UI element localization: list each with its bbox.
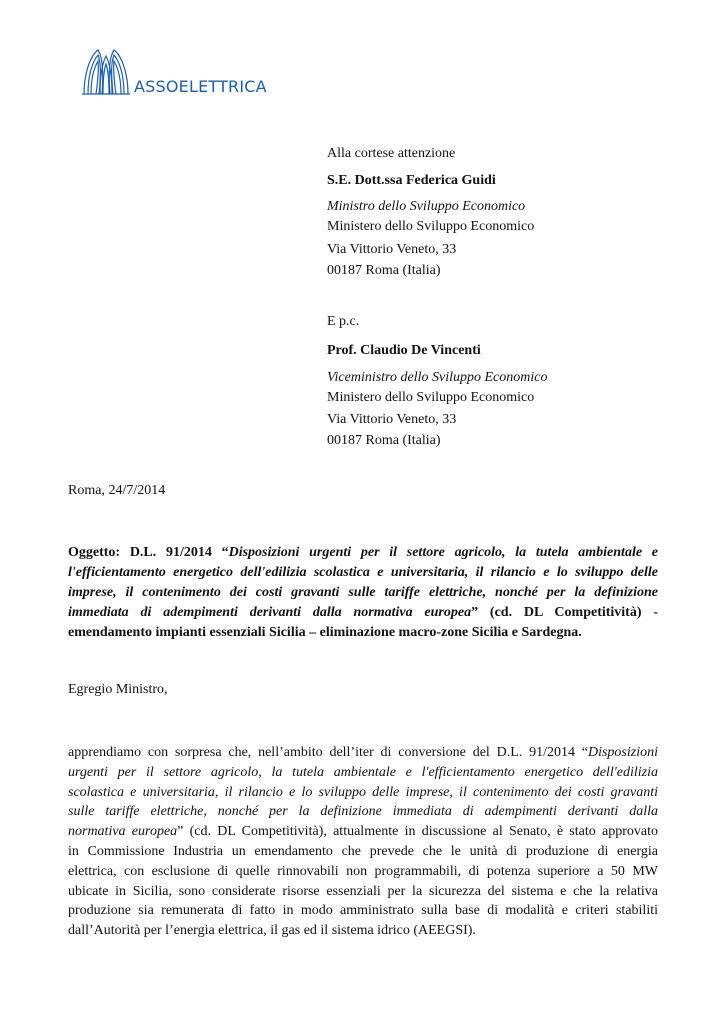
organization-name: ASSOELETTRICA (134, 77, 267, 96)
cc-recipient-name: Prof. Claudio De Vincenti (327, 343, 481, 358)
cc-recipient-street: Via Vittorio Veneto, 33 (327, 412, 457, 427)
body-paragraph (68, 743, 658, 941)
body-line: urgenti per il settore agricolo, la tutela ambientale e l'efficientamento energetico dell'edilizia (68, 764, 658, 780)
body-line: normativa europea” (cd. DL Competitività), attualmente in discussione al Senato, è stato approvato (68, 824, 658, 840)
body-line: dall’Autorità per l’energia elettrica, il gas ed il sistema idrico (AEEGSI). (68, 923, 476, 939)
subject-line: immediata di adempimenti derivanti dalla normativa europea” (cd. DL Competitività) - (68, 605, 659, 620)
recipient-street: Via Vittorio Veneto, 33 (327, 242, 457, 257)
body-line: elettrica, con esclusione di quelle rinnovabili non programmabili, di potenza superiore a 50 MW (68, 863, 658, 879)
recipient-role: Ministro dello Sviluppo Economico (327, 199, 526, 214)
recipient-office: Ministero dello Sviluppo Economico (327, 219, 535, 234)
letter-date: Roma, 24/7/2014 (68, 483, 166, 498)
cc-recipient-city: 00187 Roma (Italia) (327, 433, 441, 448)
salutation: Egregio Ministro, (68, 682, 168, 697)
recipient-city: 00187 Roma (Italia) (327, 263, 441, 278)
body-line: in Commissione Industria un emendamento che prevede che le unità di produzione di energia (68, 843, 658, 859)
body-line: scolastica e universitaria, il rilancio e lo sviluppo delle imprese, il contenimento dei costi gravanti (68, 784, 658, 800)
cc-recipient-office: Ministero dello Sviluppo Economico (327, 390, 535, 405)
subject-line: emendamento impianti essenziali Sicilia – eliminazione macro-zone Sicilia e Sardegna. (68, 625, 582, 640)
body-line: sulle tariffe elettriche, nonché per la definizione immediata di adempimenti derivanti dalla (68, 804, 658, 820)
subject-line: imprese, il contenimento dei costi gravanti sulle tariffe elettriche, nonché per la definizione (68, 585, 658, 600)
subject-line: Oggetto: D.L. 91/2014 “Disposizioni urgenti per il settore agricolo, la tutela ambientale e (68, 545, 658, 560)
recipient-name: S.E. Dott.ssa Federica Guidi (327, 173, 496, 188)
body-line: apprendiamo con sorpresa che, nell’ambito dell’iter di conversione del D.L. 91/2014 “Disposizioni (68, 745, 658, 760)
body-line: ubicate in Sicilia, sono considerate risorse essenziali per la sicurezza del sistema e che la relativa (68, 883, 658, 899)
attention-line: Alla cortese attenzione (327, 146, 456, 161)
letter-subject (68, 543, 658, 643)
assoelettrica-logo-icon (80, 44, 132, 96)
cc-recipient-role: Viceministro dello Sviluppo Economico (327, 370, 548, 385)
body-line: produzione sia remunerata di fatto in modo amministrato sulla base di modalità e criteri stabiliti (68, 903, 658, 919)
cc-label: E p.c. (327, 314, 360, 329)
organization-logo (80, 44, 280, 100)
subject-line: l'efficientamento energetico dell'edilizia scolastica e universitaria, il rilancio e lo sviluppo delle (68, 565, 658, 580)
